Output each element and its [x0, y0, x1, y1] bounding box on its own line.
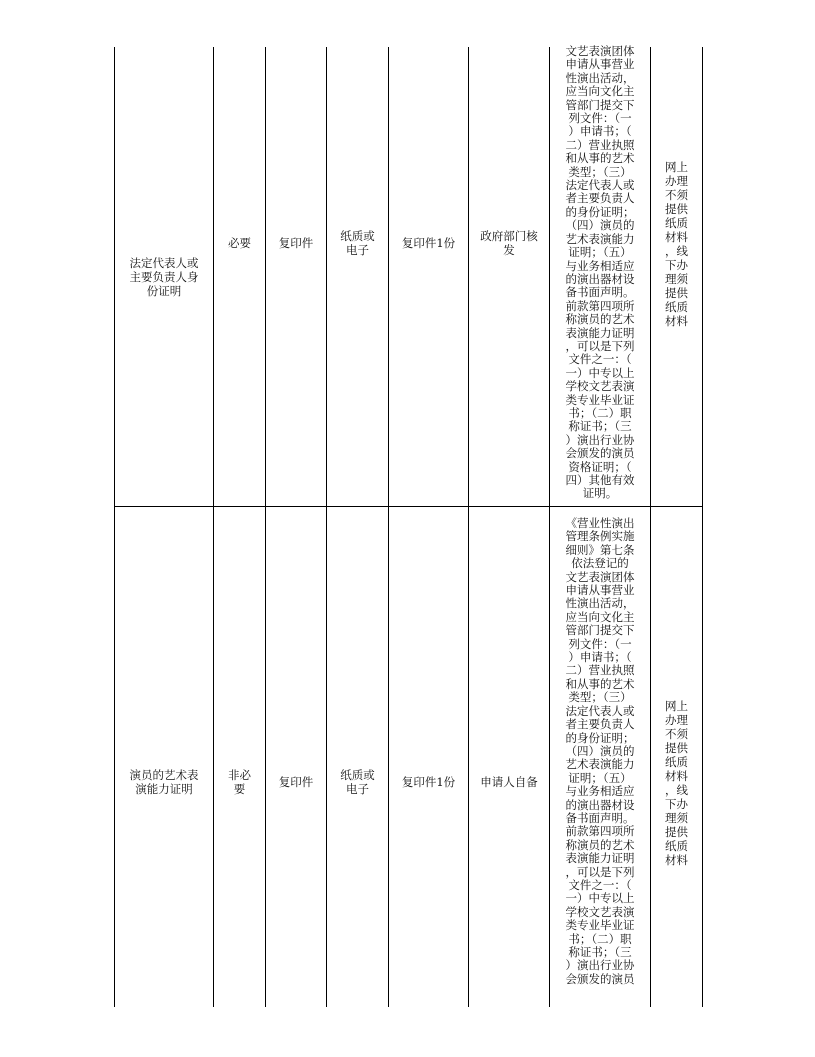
- material-name-cell: 法定代表人或 主要负责人身 份证明: [129, 255, 199, 298]
- copies-cell: 复印件1份: [401, 775, 456, 789]
- source-cell: 政府部门核 发: [480, 229, 538, 257]
- legal-basis-cell: 文艺表演团体 申请从事营业 性演出活动， 应当向文化主 管部门提交下 列文件：（一 ）申请书；（ 二）营业执照 和从事的艺术 类型；（三） 法定代表人或 者主要负责人 的身份证明； （四）演员的 艺术表演能力 证明；（五） 与业务相适应 的演出器材设 备书面声明。 前款第四项所 称演员的艺术 表演能力证明 ，可以是下列 文件之一：（ 一）中专以上 学校文艺表演 类专业毕业证 书；（二）职 称证书；（三 ）演出行业协 会颁发的演员 资格证明；（ 四）其他有效 证明。: [565, 44, 635, 501]
- remark-cell: 网上 办理 不须 提供 纸质 材料 ，线 下办 理须 提供 纸质 材料: [665, 699, 688, 867]
- material-type-cell: 复印件: [278, 775, 314, 789]
- material-name-cell: 演员的艺术表 演能力证明: [129, 768, 199, 796]
- legal-basis-cell: 《营业性演出 管理条例实施 细则》第七条 依法登记的 文艺表演团体 申请从事营业 性演出活动， 应当向文化主 管部门提交下 列文件：（一 ）申请书；（ 二）营业执照 和从事的艺术 类型；（三） 法定代表人或 者主要负责人 的身份证明； （四）演员的 艺术表演能力 证明；（五） 与业务相适应 的演出器材设 备书面声明。 前款第四项所 称演员的艺术 表演能力证明 ，可以是下列 文件之一：（ 一）中专以上 学校文艺表演 类专业毕业证 书；（二）职 称证书；（三 ）演出行业协 会颁发的演员: [565, 516, 635, 986]
- necessity-cell: 非必 要: [228, 768, 251, 796]
- material-type-cell: 复印件: [278, 236, 314, 250]
- copies-cell: 复印件1份: [401, 236, 456, 250]
- material-form-cell: 纸质或 电子: [340, 768, 375, 796]
- material-form-cell: 纸质或 电子: [340, 229, 375, 257]
- remark-cell: 网上 办理 不须 提供 纸质 材料 ，线 下办 理须 提供 纸质 材料: [665, 160, 688, 328]
- source-cell: 申请人自备: [480, 775, 538, 789]
- necessity-cell: 必要: [228, 236, 251, 250]
- column-border: [702, 47, 703, 1007]
